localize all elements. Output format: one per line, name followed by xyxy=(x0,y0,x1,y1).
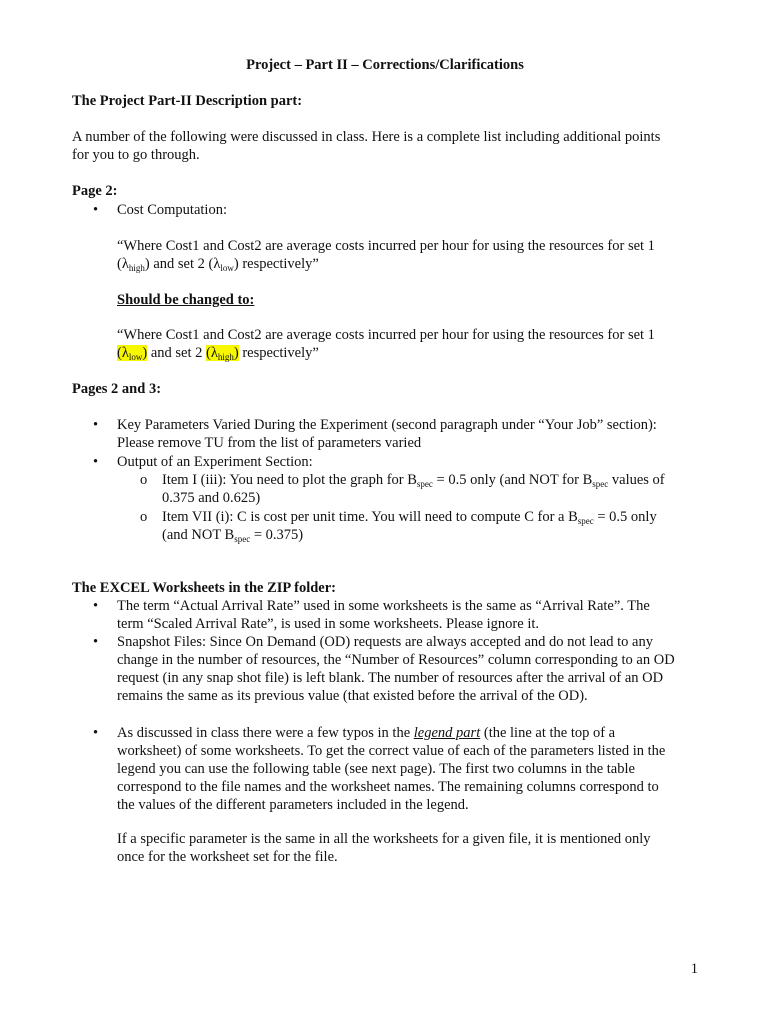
sub-bullet-icon: o xyxy=(140,472,148,488)
bullet-icon: • xyxy=(93,634,99,650)
quote1-end: ) respectively” xyxy=(233,256,319,272)
lambda-subscript: high xyxy=(128,263,145,273)
page2-heading: Page 2: xyxy=(72,183,118,199)
legend-part-term: legend part xyxy=(413,725,481,741)
item-i-iii-line1 xyxy=(162,471,665,489)
excel-b3-line3: legend you can use the following table (see next page). The first two columns in the table xyxy=(117,761,635,777)
spec-subscript: spec xyxy=(592,479,609,489)
excel-b1-line1: The term “Actual Arrival Rate” used in some worksheets is the same as “Arrival Rate”. The xyxy=(117,598,650,614)
item-i-post: values of xyxy=(608,472,665,488)
page-title: Project – Part II – Corrections/Clarifications xyxy=(246,57,524,73)
output-section-item: Output of an Experiment Section: xyxy=(117,454,313,470)
excel-heading: The EXCEL Worksheets in the ZIP folder: xyxy=(72,580,336,596)
para-line2: once for the worksheet set for the file. xyxy=(117,849,338,865)
lambda-subscript: low xyxy=(220,263,234,273)
lambda-subscript: low xyxy=(128,352,143,362)
section-heading-description: The Project Part-II Description part: xyxy=(72,93,303,109)
item-i-pre: Item I (iii): You need to plot the graph for B xyxy=(162,472,417,488)
para-line1: If a specific parameter is the same in all the worksheets for a given file, it is mentioned only xyxy=(117,831,651,847)
spec-subscript: spec xyxy=(577,516,594,526)
item-vii-line2-pre: (and NOT B xyxy=(162,527,235,543)
quote2-line1: “Where Cost1 and Cost2 are average costs incurred per hour for using the resources for set 1 xyxy=(117,327,655,343)
bullet-icon: • xyxy=(93,725,99,741)
item-i-iii-line2: 0.375 and 0.625) xyxy=(162,490,261,506)
excel-b1-line2: term “Scaled Arrival Rate”, is used in some worksheets. Please ignore it. xyxy=(117,616,540,632)
item-vii-i-line2 xyxy=(162,526,303,544)
item-vii-pre: Item VII (i): C is cost per unit time. You will need to compute C for a B xyxy=(162,509,578,525)
excel-b2-line1: Snapshot Files: Since On Demand (OD) requests are always accepted and do not lead to any xyxy=(117,634,653,650)
pages23-heading: Pages 2 and 3: xyxy=(72,381,162,397)
highlight-lambda-low: $(\lambda_{low})$ xyxy=(117,345,148,362)
excel-b2-line2: change in the number of resources, the “Number of Resources” column corresponding to an OD xyxy=(117,652,675,668)
highlight-lambda-high: $(\lambda_{high})$ xyxy=(206,345,239,362)
spec-subscript: spec xyxy=(416,479,433,489)
key-params-line2: Please remove TU from the list of parameters varied xyxy=(117,435,422,451)
bullet-icon: • xyxy=(93,202,99,218)
quote1-mid: ) and set 2 ( xyxy=(144,256,214,272)
intro-line-2: for you to go through. xyxy=(72,147,200,163)
intro-line-1: A number of the following were discussed in class. Here is a complete list including additional points xyxy=(72,129,661,145)
excel-b3-post: (the line at the top of a xyxy=(480,725,616,741)
spec-subscript: spec xyxy=(234,534,251,544)
page-number: 1 xyxy=(690,961,698,977)
excel-b3-line4: correspond to the file names and the worksheet names. The remaining columns correspond to xyxy=(117,779,659,795)
item-vii-line2-post: = 0.375) xyxy=(250,527,304,543)
excel-b3-pre: As discussed in class there were a few typos in the xyxy=(117,725,414,741)
quote1-line2: $(\lambda_{high})$ and set 2 $(\lambda_{low})$ respectively” xyxy=(117,256,319,273)
quote2-end: respectively” xyxy=(238,345,319,361)
bullet-icon: • xyxy=(93,454,99,470)
change-heading: Should be changed to: xyxy=(117,292,255,308)
excel-b3-line2: worksheet) of some worksheets. To get the correct value of each of the parameters listed in the xyxy=(117,743,666,759)
item-i-mid: = 0.5 only (and NOT for B xyxy=(432,472,593,488)
quote2-line2 xyxy=(117,344,319,362)
lambda-subscript: high xyxy=(217,352,234,362)
excel-b3-line5: the values of the different parameters included in the legend. xyxy=(117,797,469,813)
excel-b3-line1 xyxy=(117,724,615,742)
sub-bullet-icon: o xyxy=(140,509,148,525)
item-vii-i-line1 xyxy=(162,508,657,526)
excel-b2-line4: remains the same as its previous value (that existed before the arrival of the OD). xyxy=(117,688,588,704)
key-params-line1: Key Parameters Varied During the Experiment (second paragraph under “Your Job” section): xyxy=(117,417,657,433)
cost-computation-item: Cost Computation: xyxy=(117,202,227,218)
bullet-icon: • xyxy=(93,598,99,614)
bullet-icon: • xyxy=(93,417,99,433)
quote1-line1: “Where Cost1 and Cost2 are average costs incurred per hour for using the resources for set 1 xyxy=(117,238,655,254)
quote2-mid: and set 2 xyxy=(147,345,206,361)
item-vii-post: = 0.5 only xyxy=(593,509,657,525)
excel-b2-line3: request (in any snap shot file) is left blank. The number of resources after the arrival of an OD xyxy=(117,670,664,686)
